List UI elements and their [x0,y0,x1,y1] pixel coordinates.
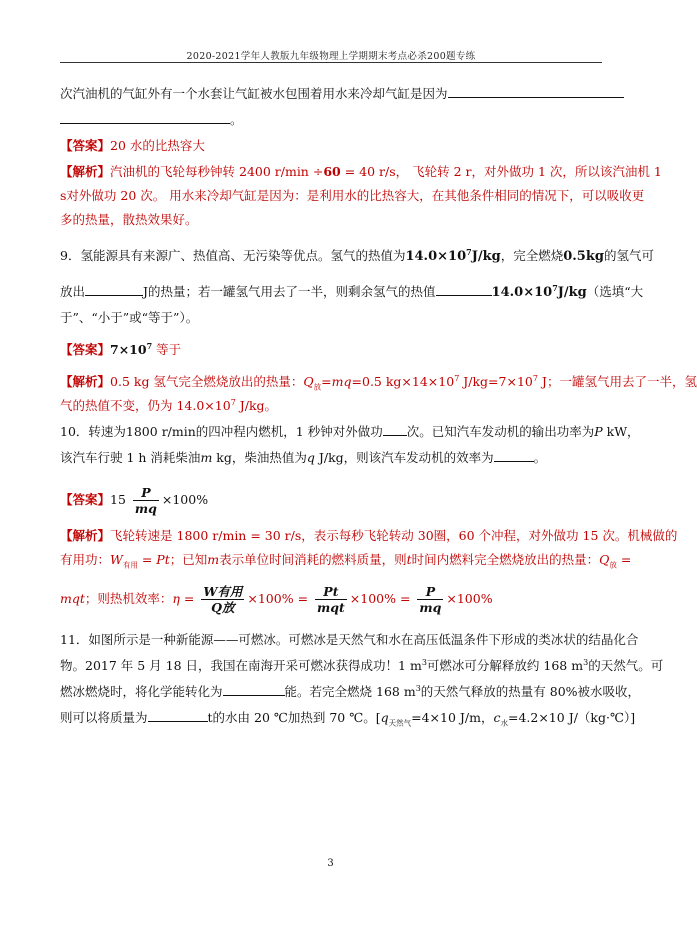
q10-answer-blank-2[interactable] [494,448,534,462]
header-rule [60,62,602,63]
explanation-8-line-2: s对外做功 20 次。 用水来冷却气缸是因为：是利用水的比热容大，在其他条件相同的情况下，可以吸收更 [60,188,645,203]
answer-10: 【答案】15 $\frac{P}{mq}$ ×100% [60,485,209,516]
q9-answer-blank-2[interactable] [436,282,492,296]
question-11-line-1: 11．如图所示是一种新能源——可燃冰。可燃冰是天然气和水在高压低温条件下形成的类冰状的结晶化合 [60,632,639,647]
answer-9: 【答案】$7\times 10^7$ 等于 [60,340,182,357]
q11-answer-blank-1[interactable] [223,682,285,696]
page-number: 3 [327,858,334,869]
question-11-line-2: 物。2017 年 5 月 18 日，我国在南海开采可燃冰获得成功！1 $m^3$可燃冰可分解释放约 168 $m^3$的天然气。可 [60,657,664,673]
explanation-8-line-1: 【解析】汽油机的飞轮每秒钟转 2400 r/min ÷60 = 40 r/s， 飞轮转 2 r，对外做功 1 次，所以该汽油机 1 [60,164,662,179]
question-9-line-3: 于”、“小于”或“等于”）。 [60,310,199,325]
q11-answer-blank-2[interactable] [148,708,208,722]
question-11-line-3: 燃冰燃烧时，将化学能转化为 能。若完全燃烧 168 $m^3$的天然气释放的热量有 80%被水吸收， [60,683,641,699]
page-header: 2020-2021学年人教版九年级物理上学期期末考点必杀200题专练 [186,51,476,62]
question-8-tail [60,84,605,104]
q8-answer-blank-1[interactable] [448,84,624,98]
efficiency-fraction-1: $\frac{\text{W有用}}{\text{Q放}}$ [203,584,243,615]
efficiency-fraction-3: $\frac{P}{mq}$ [419,584,442,615]
question-10-line-1: 10．转速为1800 r/min的四冲程内燃机，1 秒钟对外做功 次。已知汽车发动机的输出功率为P kW， [60,424,640,439]
explanation-10-line-3: mqt；则热机效率：η = $\frac{\text{W有用}}{\text{Q放}}$ ×100% = $\frac{Pt}{\text{mqt}}$ ×100% = $\frac{P}{mq}$ ×100% [60,584,493,615]
explanation-8-line-3: 多的热量，散热效果好。 [60,212,198,227]
q10-answer-blank-1[interactable] [383,422,407,436]
explanation-9-line-2: 气的热值不变，仍为 $14.0\times 10^7$ J/kg。 [60,397,278,413]
q8-answer-blank-2[interactable] [60,110,230,124]
q8-text: 次汽油机的气缸外有一个水套让气缸被水包围着用水来冷却气缸是因为 [60,86,448,101]
answer-8: 【答案】20 水的比热容大 [60,138,205,153]
question-8-tail-2: 。 [60,110,605,130]
question-9-line-2: 放出 J的热量；若一罐氢气用去了一半，则剩余氢气的热值 $14.0\times 10^7J/kg$（选填“大 [60,282,644,300]
efficiency-fraction-2: $\frac{Pt}{\text{mqt}}$ [317,584,345,615]
question-11-line-4: 则可以将质量为 t的水由 20 ℃加热到 70 ℃。[$q_{天然气}=4\times 10$ J/m，$c_水=4.2\times 10$ J/（kg·℃）] [60,710,636,728]
answer-10-fraction: $\frac{P}{mq}$ [134,485,157,516]
q9-answer-blank-1[interactable] [85,282,143,296]
explanation-10-line-2: 有用功：$W_{有用} = Pt$；已知m表示单位时间消耗的燃料质量，则t时间内燃料完全燃烧放出的热量：$Q_放$ = [60,552,632,570]
question-10-line-2: 该汽车行驶 1 h 消耗柴油m kg，柴油热值为q J/kg，则该汽车发动机的效率为 。 [60,450,547,465]
explanation-10-line-1: 【解析】飞轮转速是 1800 r/min = 30 r/s，表示每秒飞轮转动 30圈，60 个冲程，对外做功 15 次。机械做的 [60,528,678,543]
explanation-9-line-1: 【解析】0.5 kg 氢气完全燃烧放出的热量：$Q_放=mq=0.5$ $kg\times 14\times 10^7$ $J/kg=7\times 10^7$ J；一罐氢气用去了一半，氢 [60,373,697,392]
question-9-line-1: 9．氢能源具有来源广、热值高、无污染等优点。氢气的热值为$14.0\times 10^7J/kg$，完全燃烧0.5kg的氢气可 [60,246,654,264]
